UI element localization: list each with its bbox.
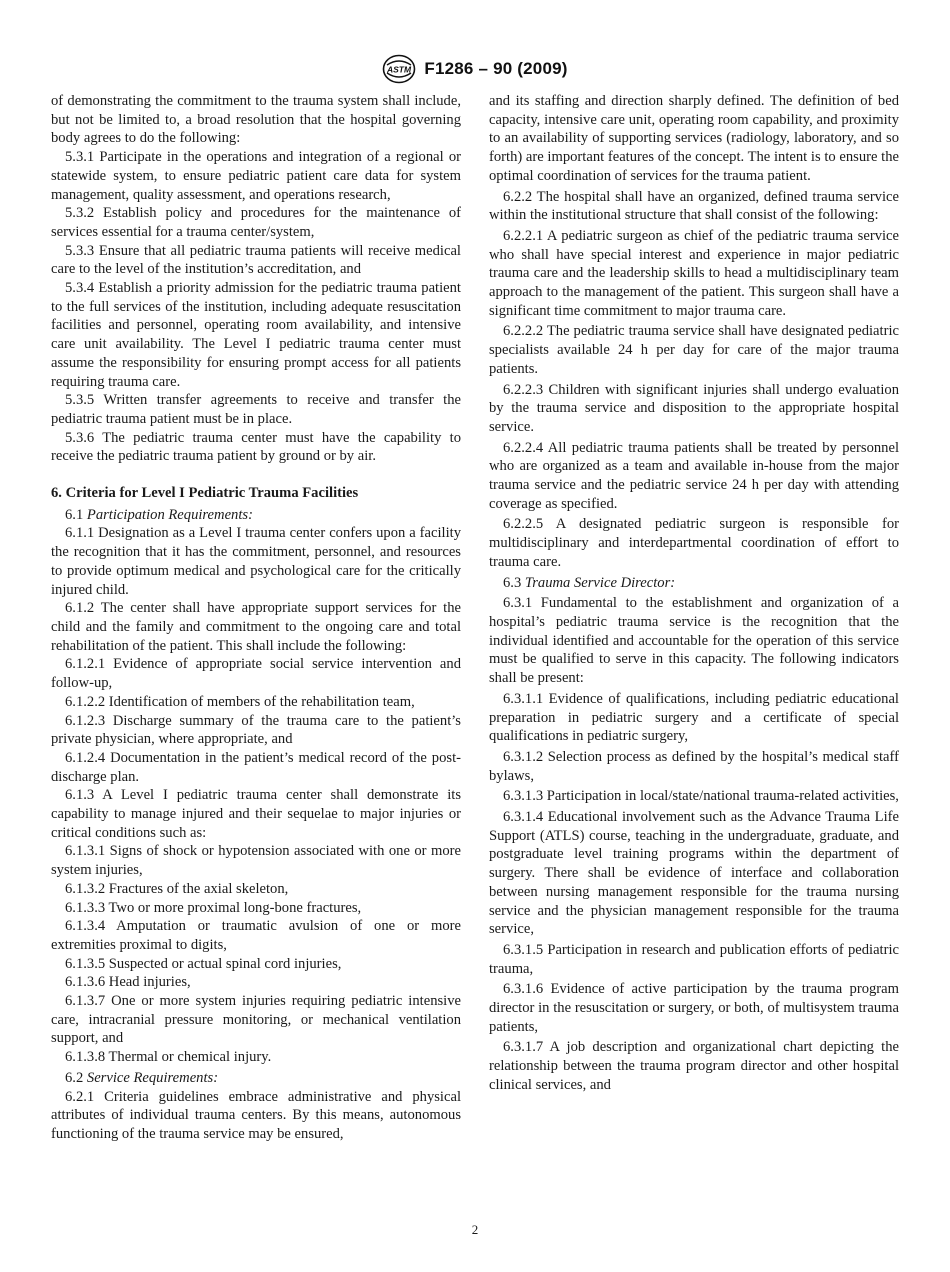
clause-6-2-2-1: 6.2.2.1 A pediatric surgeon as chief of the pediatric trauma service who shall have special interest and experience in major pediatric trauma care and the leadership skills to head a multidisciplinary team approach to the management of the patient. This surgeon shall have a significant time commitment to major trauma care. (489, 227, 899, 319)
clause-6-3-1-7: 6.3.1.7 A job description and organizational chart depicting the relationship between the trauma program director and other hospital clinical services, and (489, 1039, 899, 1093)
clause-6-1-3-3: 6.1.3.3 Two or more proximal long-bone fractures, (65, 899, 362, 916)
clause-6-1-3-2: 6.1.3.2 Fractures of the axial skeleton, (65, 880, 289, 897)
astm-logo-icon (382, 54, 416, 84)
clause-6-1-3-7: 6.1.3.7 One or more system injuries requiring pediatric intensive care, intracranial pressure monitoring, or mechanical ventilation support, and (51, 993, 461, 1047)
clause-6-1-2: 6.1.2 The center shall have appropriate support services for the child and the family and commitment to the ongoing care and total rehabilitation of the patient. This shall include the following: (51, 600, 461, 654)
logo-text: ASTM (387, 64, 412, 75)
clause-6-2-2-3: 6.2.2.3 Children with significant injuries shall undergo evaluation by the trauma service and disposition to the appropriate hospital service. (489, 381, 899, 435)
clause-6-2-number: 6.2 (65, 1069, 84, 1086)
clause-6-3-1-5: 6.3.1.5 Participation in research and publication efforts of pediatric trauma, (489, 941, 899, 977)
clause-6-1-1: 6.1.1 Designation as a Level I trauma center confers upon a facility the recognition that it has the commitment, personnel, and resources to provide optimum medical and psychological care for the critically injured child. (51, 525, 461, 598)
clause-6-3-1-3: 6.3.1.3 Participation in local/state/national trauma-related activities, (503, 788, 899, 805)
clause-6-1-number: 6.1 (65, 506, 84, 523)
clause-6-1-3-4: 6.1.3.4 Amputation or traumatic avulsion of one or more extremities proximal to digits, (51, 918, 461, 953)
clause-6-3 (489, 574, 899, 593)
clause-6-1-title: Participation Requirements: (86, 506, 253, 523)
clause-6-3-1: 6.3.1 Fundamental to the establishment and organization of a hospital’s pediatric trauma service is the recognition that the individual identified and accountable for the operation of this service must be qualified to serve in this capacity. The following indicators shall be present: (489, 595, 899, 687)
clause-5-3-5: 5.3.5 Written transfer agreements to receive and transfer the pediatric trauma patient must be in place. (51, 392, 461, 427)
clause-6-2-2-2: 6.2.2.2 The pediatric trauma service shall have designated pediatric specialists available 24 h per day for care of the major trauma patients. (489, 323, 899, 377)
clause-6-3-1-4: 6.3.1.4 Educational involvement such as the Advance Trauma Life Support (ATLS) course, teaching in the undergraduate, graduate, and postgraduate level training programs within the department of surgery. There shall be evidence of interface and collaboration between nursing management responsible for the trauma nursing service and the physician management responsible for the trauma service, (489, 809, 899, 938)
clause-6-1-3-1: 6.1.3.1 Signs of shock or hypotension associated with one or more system injuries, (51, 843, 461, 879)
clause-5-3-2: 5.3.2 Establish policy and procedures for the maintenance of services essential for a trauma center/system, (51, 205, 461, 240)
clause-6-2-1: 6.2.1 Criteria guidelines embrace administrative and physical attributes of individual trauma centers. By this means, autonomous functioning of the trauma service may be ensured, (51, 1088, 461, 1142)
clause-6-2-2-5: 6.2.2.5 A designated pediatric surgeon is responsible for multidisciplinary and interdepartmental coordination of effort to trauma care. (489, 516, 899, 570)
clause-6-1-2-2: 6.1.2.2 Identification of members of the rehabilitation team, (65, 693, 415, 710)
clause-6-1-2-4: 6.1.2.4 Documentation in the patient’s medical record of the post-discharge plan. (51, 749, 461, 785)
paragraph-continuation-right: and its staffing and direction sharply defined. The definition of bed capacity, intensive care unit, operating room capability, and proximity to an availability of supporting services (radiology, laboratory, and so forth) are important features of the concept. The intent is to ensure the optimal coordination of services for the trauma patient. (489, 93, 899, 184)
clause-6-2-2-4: 6.2.2.4 All pediatric trauma patients shall be treated by personnel who are organized as a team and available in-house from the major trauma service and the pediatric service 24 h per day with attending coverage as specified. (489, 439, 899, 512)
clause-5-3-4: 5.3.4 Establish a priority admission for the pediatric trauma patient to the full services of the institution, including adequate resuscitation facilities and personnel, operating room availability, and intensive care unit availability. The Level I pediatric trauma center must assume the responsibility for ensuring prompt access for all patients requiring trauma care. (51, 280, 461, 390)
clause-6-1-3-8: 6.1.3.8 Thermal or chemical injury. (65, 1049, 272, 1066)
clause-6-1-3: 6.1.3 A Level I pediatric trauma center shall demonstrate its capability to manage injured and their sequelae to major injuries or critical conditions such as: (51, 787, 461, 841)
paragraph-continuation: of demonstrating the commitment to the trauma system shall include, but not be limited to, a broad resolution that the hospital governing body agrees to do the following: (51, 93, 461, 147)
standard-designation: F1286 – 90 (2009) (424, 59, 568, 78)
clause-5-3-1: 5.3.1 Participate in the operations and integration of a regional or statewide system, to ensure pediatric patient care data for system management, quality assessment, and operations research, (51, 149, 461, 203)
page-header (0, 52, 950, 86)
clause-6-3-number: 6.3 (503, 574, 522, 591)
left-column (51, 92, 461, 1144)
clause-5-3-3: 5.3.3 Ensure that all pediatric trauma patients will receive medical care to the level of the institution’s accreditation, and (51, 242, 461, 278)
clause-5-3-6: 5.3.6 The pediatric trauma center must have the capability to receive the pediatric trauma patient by ground or by air. (51, 429, 461, 465)
clause-6-2-2: 6.2.2 The hospital shall have an organized, defined trauma service within the institutional structure that shall consist of the following: (489, 188, 899, 224)
clause-6-3-1-2: 6.3.1.2 Selection process as defined by the hospital’s medical staff bylaws, (489, 748, 899, 784)
clause-6-1-2-1: 6.1.2.1 Evidence of appropriate social service intervention and follow-up, (51, 656, 461, 692)
clause-6-2-title: Service Requirements: (86, 1069, 219, 1086)
clause-6-3-1-6: 6.3.1.6 Evidence of active participation by the trauma program director in the resuscitation or surgery, or both, of multisystem trauma patients, (489, 981, 899, 1035)
right-column (489, 92, 899, 1097)
clause-6-2 (51, 1069, 461, 1088)
clause-6-3-title: Trauma Service Director: (524, 574, 676, 591)
clause-6-1-3-5: 6.1.3.5 Suspected or actual spinal cord injuries, (65, 955, 342, 972)
clause-6-1-2-3: 6.1.2.3 Discharge summary of the trauma care to the patient’s private physician, where appropriate, and (51, 712, 461, 748)
section-6-heading: 6. Criteria for Level I Pediatric Trauma Facilities (51, 485, 359, 502)
page-number: 2 (471, 1222, 479, 1237)
clause-6-1 (51, 506, 461, 525)
clause-6-3-1-1: 6.3.1.1 Evidence of qualifications, including pediatric educational preparation in pediatric surgery and a certificate of special qualifications in pediatric surgery, (489, 690, 899, 745)
clause-6-1-3-6: 6.1.3.6 Head injuries, (65, 974, 191, 991)
